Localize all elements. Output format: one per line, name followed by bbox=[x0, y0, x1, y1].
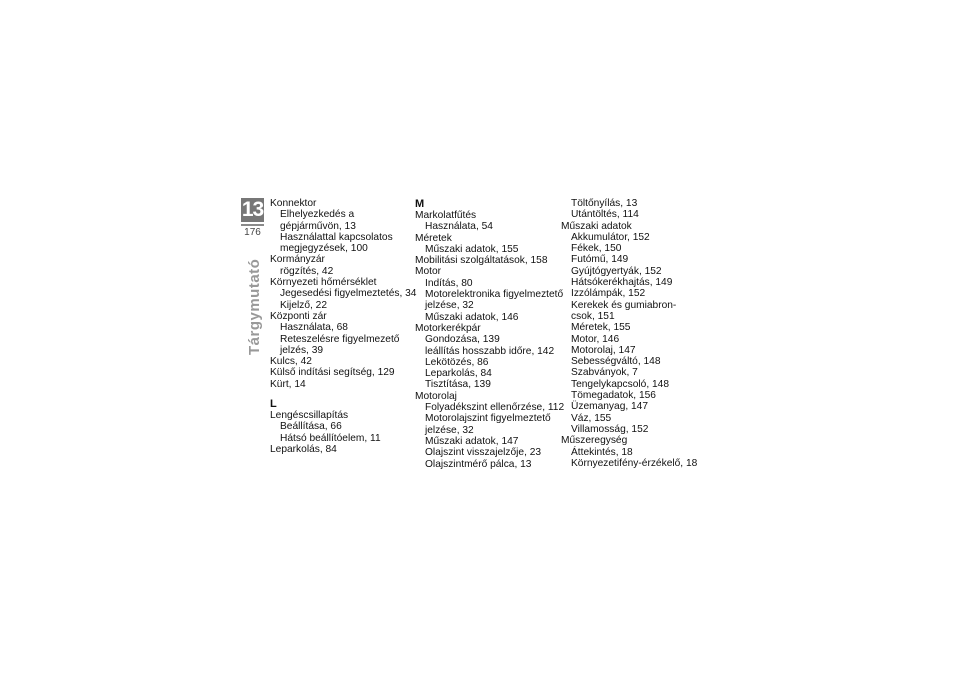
index-entry: Használattal kapcsolatos bbox=[280, 231, 393, 243]
index-entry: Külső indítási segítség, 129 bbox=[270, 367, 395, 379]
index-entry: Motor bbox=[415, 266, 442, 278]
index-entry: Üzemanyag, 147 bbox=[571, 401, 649, 413]
index-entry: Szabványok, 7 bbox=[571, 367, 638, 379]
index-entry: Reteszelésre figyelmezető bbox=[280, 333, 400, 345]
index-entry: jelzése, 32 bbox=[425, 300, 474, 312]
index-column-3 bbox=[561, 198, 696, 469]
index-entry: Váz, 155 bbox=[571, 412, 612, 424]
index-entry: Motorelektronika figyelmeztető bbox=[425, 289, 564, 301]
section-title: Tárgymutató bbox=[246, 258, 263, 355]
page-number: 176 bbox=[244, 227, 261, 238]
index-entry: Kormányzár bbox=[270, 254, 325, 266]
index-entry: Hátsókerékhajtás, 149 bbox=[571, 277, 673, 289]
index-entry: Motorolaj, 147 bbox=[571, 344, 636, 356]
index-entry: Motorolajszint figyelmeztető bbox=[425, 413, 551, 425]
index-entry: Fékek, 150 bbox=[571, 243, 622, 255]
index-entry: Műszaki adatok bbox=[561, 220, 632, 232]
index-entry: Kulcs, 42 bbox=[270, 356, 312, 368]
index-entry: Műszeregység bbox=[561, 435, 628, 447]
index-entry: Mobilitási szolgáltatások, 158 bbox=[415, 255, 548, 267]
index-entry: Kerekek és gumiabron- bbox=[571, 299, 677, 311]
index-entry: jelzése, 32 bbox=[425, 424, 474, 436]
index-entry: Méretek bbox=[415, 232, 452, 244]
index-entry: Méretek, 155 bbox=[571, 322, 631, 334]
index-entry: Tömegadatok, 156 bbox=[571, 390, 656, 402]
index-entry: Olajszintmérő pálca, 13 bbox=[425, 458, 532, 470]
index-entry: Környezetifény-érzékelő, 18 bbox=[571, 457, 698, 469]
index-entry: Beállítása, 66 bbox=[280, 421, 342, 433]
index-entry: Használata, 54 bbox=[425, 221, 493, 233]
index-entry: csok, 151 bbox=[571, 310, 615, 322]
chapter-marker bbox=[241, 198, 264, 238]
index-entry: Tisztítása, 139 bbox=[425, 379, 491, 391]
index-entry: Használata, 68 bbox=[280, 322, 348, 334]
index-entry: Konnektor bbox=[270, 198, 317, 209]
index-entry: Műszaki adatok, 146 bbox=[425, 311, 519, 323]
index-entry: Motorkerékpár bbox=[415, 322, 481, 334]
index-entry: Leparkolás, 84 bbox=[270, 443, 337, 455]
index-entry: Elhelyezkedés a bbox=[280, 209, 355, 221]
index-entry: Akkumulátor, 152 bbox=[571, 231, 650, 243]
index-letter-heading: L bbox=[270, 398, 277, 411]
index-entry: Leparkolás, 84 bbox=[425, 368, 492, 380]
index-entry: Indítás, 80 bbox=[425, 277, 473, 289]
index-entry: Kijelző, 22 bbox=[280, 299, 328, 311]
index-entry: Gondozása, 139 bbox=[425, 334, 500, 346]
index-entry: Futómű, 149 bbox=[571, 254, 629, 266]
index-entry: Folyadékszint ellenőrzése, 112 bbox=[425, 402, 565, 414]
index-entry: Tengelykapcsoló, 148 bbox=[571, 378, 669, 390]
index-entry: Műszaki adatok, 155 bbox=[425, 243, 519, 255]
index-entry: Környezeti hőmérséklet bbox=[270, 277, 377, 289]
index-entry: Központi zár bbox=[270, 310, 327, 322]
index-entry: Töltőnyílás, 13 bbox=[571, 198, 638, 209]
index-entry: Sebességváltó, 148 bbox=[571, 356, 661, 368]
index-entry: Áttekintés, 18 bbox=[571, 446, 633, 458]
index-entry: Motorolaj bbox=[415, 390, 457, 402]
index-entry: Olajszint visszajelzője, 23 bbox=[425, 447, 542, 459]
index-entry: Jegesedési figyelmeztetés, 34 bbox=[280, 288, 417, 300]
index-entry: Műszaki adatok, 147 bbox=[425, 435, 519, 447]
index-entry: Izzólámpák, 152 bbox=[571, 288, 646, 300]
index-entry: Utántöltés, 114 bbox=[571, 209, 639, 221]
index-entry: leállítás hosszabb időre, 142 bbox=[425, 345, 555, 357]
index-entry: jelzés, 39 bbox=[280, 344, 324, 356]
page-divider bbox=[241, 224, 264, 226]
chapter-number: 13 bbox=[241, 198, 264, 221]
index-entry: Lekötözés, 86 bbox=[425, 356, 489, 368]
index-entry: gépjárművön, 13 bbox=[280, 220, 356, 232]
index-entry: megjegyzések, 100 bbox=[280, 243, 368, 255]
index-entry: Lengéscsillapítás bbox=[270, 410, 349, 422]
index-column-1 bbox=[270, 198, 420, 455]
index-entry: Hátsó beállítóelem, 11 bbox=[280, 432, 381, 444]
index-column-2 bbox=[415, 198, 565, 470]
index-entry: Kürt, 14 bbox=[270, 378, 306, 390]
index-entry: Markolatfűtés bbox=[415, 210, 477, 221]
index-letter-heading: M bbox=[415, 198, 425, 210]
index-entry: rögzítés, 42 bbox=[280, 265, 334, 277]
index-entry: Motor, 146 bbox=[571, 333, 620, 345]
index-entry: Villamosság, 152 bbox=[571, 423, 649, 435]
index-entry: Gyújtógyertyák, 152 bbox=[571, 265, 662, 277]
